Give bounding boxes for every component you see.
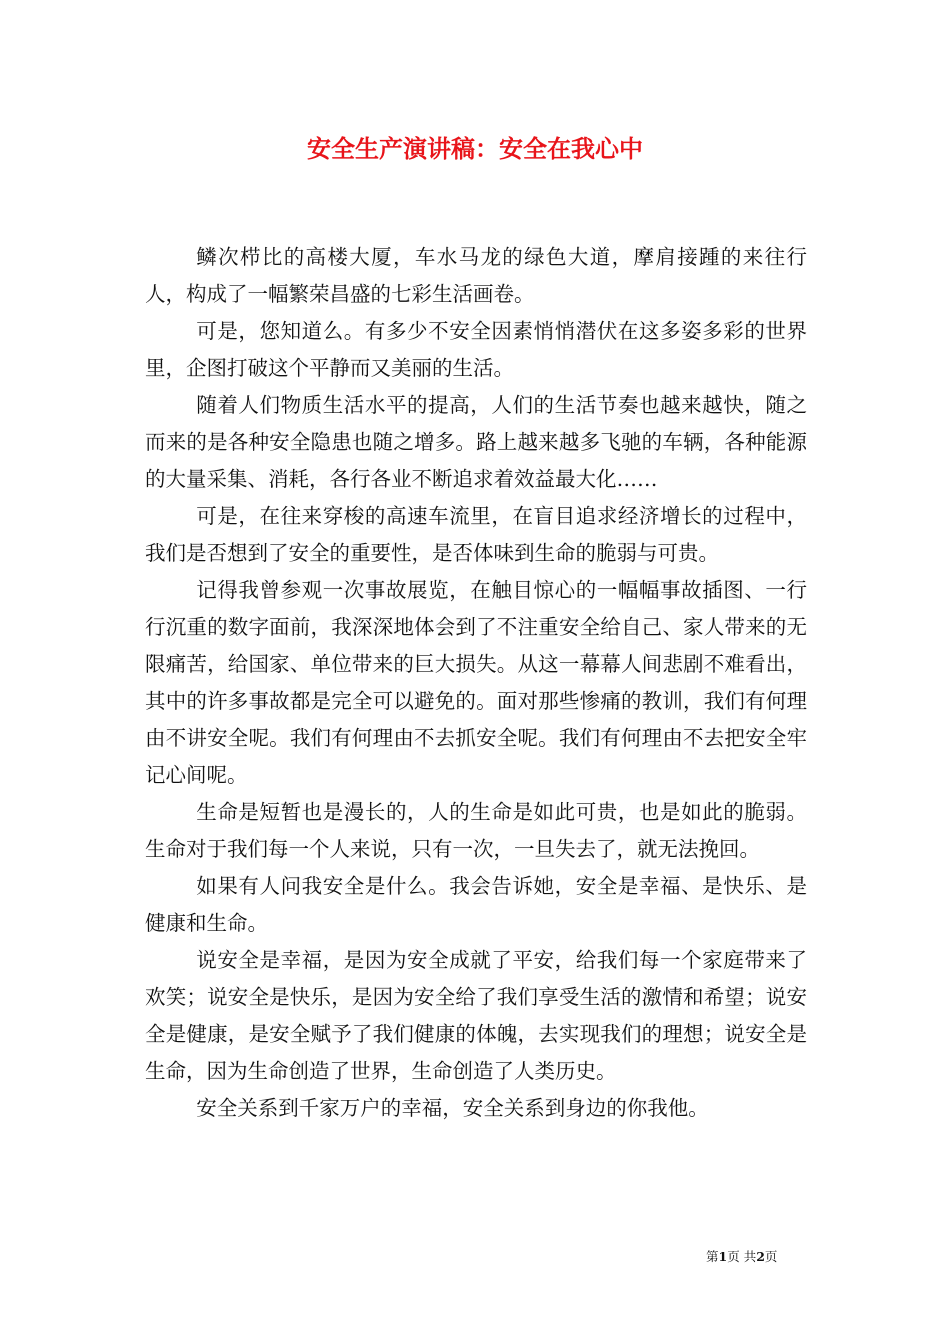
paragraph: 可是，在往来穿梭的高速车流里，在盲目追求经济增长的过程中，我们是否想到了安全的重要性，是否体味到生命的脆弱与可贵。 [145, 504, 807, 565]
page-footer [706, 1249, 816, 1265]
paragraph: 记得我曾参观一次事故展览，在触目惊心的一幅幅事故插图、一行行沉重的数字面前，我深深地体会到了不注重安全给自己、家人带来的无限痛苦，给国家、单位带来的巨大损失。从这一幕幕人间悲剧不难看出，其中的许多事故都是完全可以避免的。面对那些惨痛的教训，我们有何理由不讲安全呢。我们有何理由不去抓安全呢。我们有何理由不去把安全牢记心间呢。 [145, 578, 807, 787]
paragraph: 可是，您知道么。有多少不安全因素悄悄潜伏在这多姿多彩的世界里，企图打破这个平静而又美丽的生活。 [145, 319, 807, 380]
paragraph: 安全关系到千家万户的幸福，安全关系到身边的你我他。 [196, 1096, 709, 1120]
paragraph: 鳞次栉比的高楼大厦，车水马龙的绿色大道，摩肩接踵的来往行人，构成了一幅繁荣昌盛的七彩生活画卷。 [145, 245, 807, 306]
page-middle: 页 共 [727, 1249, 757, 1264]
page-prefix: 第 [706, 1249, 719, 1264]
paragraph: 如果有人问我安全是什么。我会告诉她，安全是幸福、是快乐、是健康和生命。 [145, 874, 807, 935]
paragraph: 说安全是幸福，是因为安全成就了平安，给我们每一个家庭带来了欢笑；说安全是快乐，是因为安全给了我们享受生活的激情和希望；说安全是健康，是安全赋予了我们健康的体魄，去实现我们的理想；说安全是生命，因为生命创造了世界，生命创造了人类历史。 [145, 948, 807, 1083]
paragraph: 生命是短暂也是漫长的，人的生命是如此可贵，也是如此的脆弱。生命对于我们每一个人来说，只有一次，一旦失去了，就无法挽回。 [145, 800, 807, 861]
paragraph: 随着人们物质生活水平的提高，人们的生活节奏也越来越快，随之而来的是各种安全隐患也随之增多。路上越来越多飞驰的车辆，各种能源的大量采集、消耗，各行各业不断追求着效益最大化…… [145, 393, 807, 491]
document-body [145, 239, 807, 1127]
page-suffix: 页 [764, 1249, 778, 1264]
document-title: 安全生产演讲稿：安全在我心中 [307, 134, 643, 163]
total-pages-number: 2 [756, 1249, 765, 1264]
current-page-number: 1 [718, 1249, 728, 1264]
